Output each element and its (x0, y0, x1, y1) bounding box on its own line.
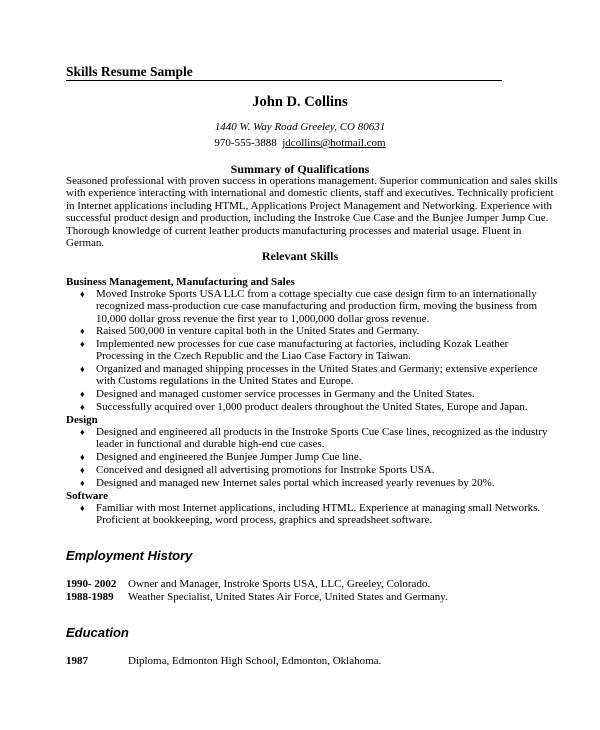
summary-line: German. (66, 237, 105, 250)
employment-years: 1988-1989 (66, 591, 114, 603)
bullet-line: Implemented new processes for cue case manufacturing at factories, including Kozak Leather (96, 338, 509, 350)
bullet-line: leader in functional and durable high-end cue cases. (96, 438, 325, 451)
diamond-bullet-icon: ♦ (80, 452, 85, 462)
applicant-address: 1440 W. Way Road Greeley, CO 80631 (214, 121, 386, 133)
bullet-line: Successfully acquired over 1,000 product dealers throughout the United States, Europe and Japan. (96, 401, 528, 413)
bullet-line: 10,000 dollar gross revenue the first year to 1,000,000 dollar gross revenue. (96, 312, 430, 325)
education-year: 1987 (66, 655, 88, 667)
email-link[interactable]: jdcollins@hotmail.com (282, 137, 386, 149)
diamond-bullet-icon: ♦ (80, 326, 85, 336)
summary-line: Thorough knowledge of current leather products manufacturing processes and material usage. Fluent in (66, 224, 522, 237)
applicant-name: John D. Collins (252, 94, 348, 110)
bullet-line: Processing in the Czech Republic and the Liao Case Factory in Taiwan. (96, 350, 411, 363)
skill-category-software: Software (66, 490, 108, 502)
diamond-bullet-icon: ♦ (80, 339, 85, 349)
skill-category-business: Business Management, Manufacturing and Sales (66, 276, 295, 288)
bullet-line: Designed and engineered the Bunjee Jumper Jump Cue line. (96, 451, 362, 463)
summary-paragraph (66, 175, 558, 250)
summary-line: successful product design and production, including the Instroke Cue Case and the Bunjee Jumper Jump Cue. (66, 212, 549, 225)
document-title: Skills Resume Sample (66, 64, 502, 81)
diamond-bullet-icon: ♦ (80, 402, 85, 412)
education-detail: Diploma, Edmonton High School, Edmonton, Oklahoma. (128, 655, 382, 667)
bullet-line: Designed and managed new Internet sales portal which increased yearly revenues by 20%. (96, 477, 495, 489)
diamond-bullet-icon: ♦ (80, 389, 85, 399)
bullet-line: Conceived and designed all advertising promotions for Instroke Sports USA. (96, 464, 435, 476)
bullet-line: recognized mass-production cue case manufacturing and production firm, moving the business from (96, 300, 538, 313)
bullet-line: with Customs regulations in the United States and Europe. (96, 375, 354, 388)
bullet-line: Familiar with most Internet applications, including HTML. Experience at managing small Networks. (96, 502, 541, 514)
phone-number: 970-555-3888 (214, 137, 277, 149)
diamond-bullet-icon: ♦ (80, 503, 85, 513)
education-heading: Education (66, 625, 129, 640)
diamond-bullet-icon: ♦ (80, 427, 85, 437)
summary-line: in Internet applications including HTML, Applications Project Management and Networking. Experience with (66, 199, 553, 212)
bullet-line: Moved Instroke Sports USA LLC from a cottage specialty cue case design firm to an internationally (96, 288, 537, 300)
skills-heading: Relevant Skills (261, 249, 339, 263)
bullet-line: Designed and managed customer service processes in Germany and the United States. (96, 388, 475, 400)
summary-line: with experience interacting with international and domestic clients, staff and executives. Technically proficient (66, 187, 554, 200)
diamond-bullet-icon: ♦ (80, 364, 85, 374)
summary-heading: Summary of Qualifications (230, 162, 370, 176)
employment-years: 1990- 2002 (66, 578, 117, 590)
employment-detail: Owner and Manager, Instroke Sports USA, LLC, Greeley, Colorado. (128, 578, 431, 590)
bullet-line: Organized and managed shipping processes in the United States and Germany; extensive experience (96, 363, 538, 375)
skill-category-design: Design (66, 414, 98, 426)
bullet-line: Designed and engineered all products in the Instroke Sports Cue Case lines, recognized as the industry (96, 426, 548, 438)
contact-line (0, 137, 600, 149)
employment-heading: Employment History (66, 548, 193, 563)
diamond-bullet-icon: ♦ (80, 478, 85, 488)
diamond-bullet-icon: ♦ (80, 465, 85, 475)
summary-line: Seasoned professional with proven success in operations management. Superior communication and sales skills (66, 175, 558, 187)
bullet-line: Proficient at bookkeeping, word process, graphics and spreadsheet software. (96, 514, 433, 527)
diamond-bullet-icon: ♦ (80, 289, 85, 299)
employment-detail: Weather Specialist, United States Air Force, United States and Germany. (128, 591, 448, 603)
bullet-line: Raised 500,000 in venture capital both in the United States and Germany. (96, 325, 420, 337)
